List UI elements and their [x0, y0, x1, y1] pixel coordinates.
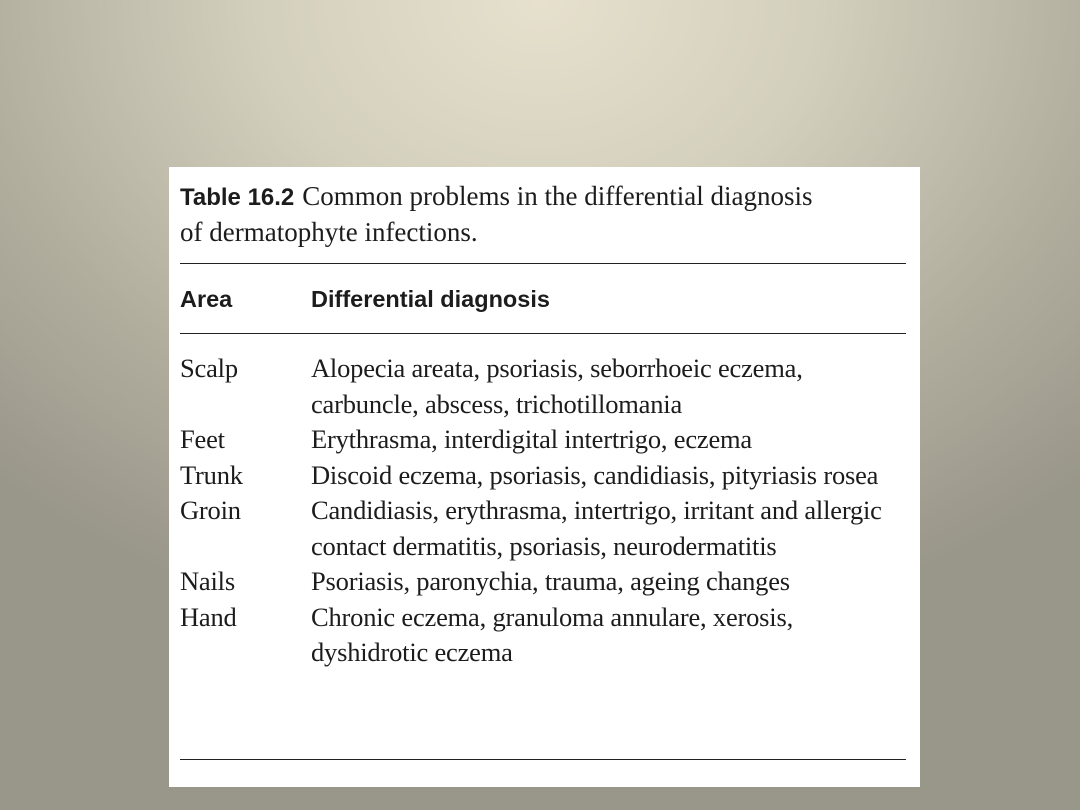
header-area: Area — [180, 286, 233, 312]
row-differential: Chronic eczema, granuloma annulare, xerosis, dyshidrotic eczema — [311, 601, 793, 667]
row-differential: Erythrasma, interdigital intertrigo, eczema — [311, 424, 752, 454]
row-differential: Candidiasis, erythrasma, intertrigo, irritant and allergic contact dermatitis, psoriasis, neurodermatitis — [311, 495, 882, 561]
table-row — [180, 600, 906, 671]
row-area: Trunk — [180, 459, 243, 490]
row-area: Hand — [180, 601, 237, 632]
table-row — [180, 493, 906, 564]
table-body — [180, 351, 906, 671]
header-differential-diagnosis: Differential diagnosis — [311, 286, 550, 312]
table-row — [180, 422, 906, 458]
table-bottom-rule — [180, 759, 906, 760]
row-differential: Discoid eczema, psoriasis, candidiasis, pityriasis rosea — [311, 459, 879, 490]
table-header-row — [180, 281, 906, 317]
table-caption-text: Common problems in the differential diagnosis of dermatophyte infections. — [180, 181, 813, 247]
row-area: Nails — [180, 566, 235, 596]
row-area: Scalp — [180, 353, 238, 383]
row-area: Groin — [180, 495, 241, 525]
row-area: Feet — [180, 424, 225, 454]
table-top-rule — [180, 263, 906, 264]
table-row — [180, 351, 906, 422]
table-caption — [180, 179, 820, 249]
table-row — [180, 564, 906, 600]
row-differential: Alopecia areata, psoriasis, seborrhoeic eczema, carbuncle, abscess, trichotillomania — [311, 353, 803, 419]
table-label: Table 16.2 — [180, 184, 295, 211]
table-row — [180, 458, 906, 494]
table-card — [169, 167, 920, 787]
row-differential: Psoriasis, paronychia, trauma, ageing changes — [311, 566, 790, 596]
table-header-rule — [180, 333, 906, 334]
